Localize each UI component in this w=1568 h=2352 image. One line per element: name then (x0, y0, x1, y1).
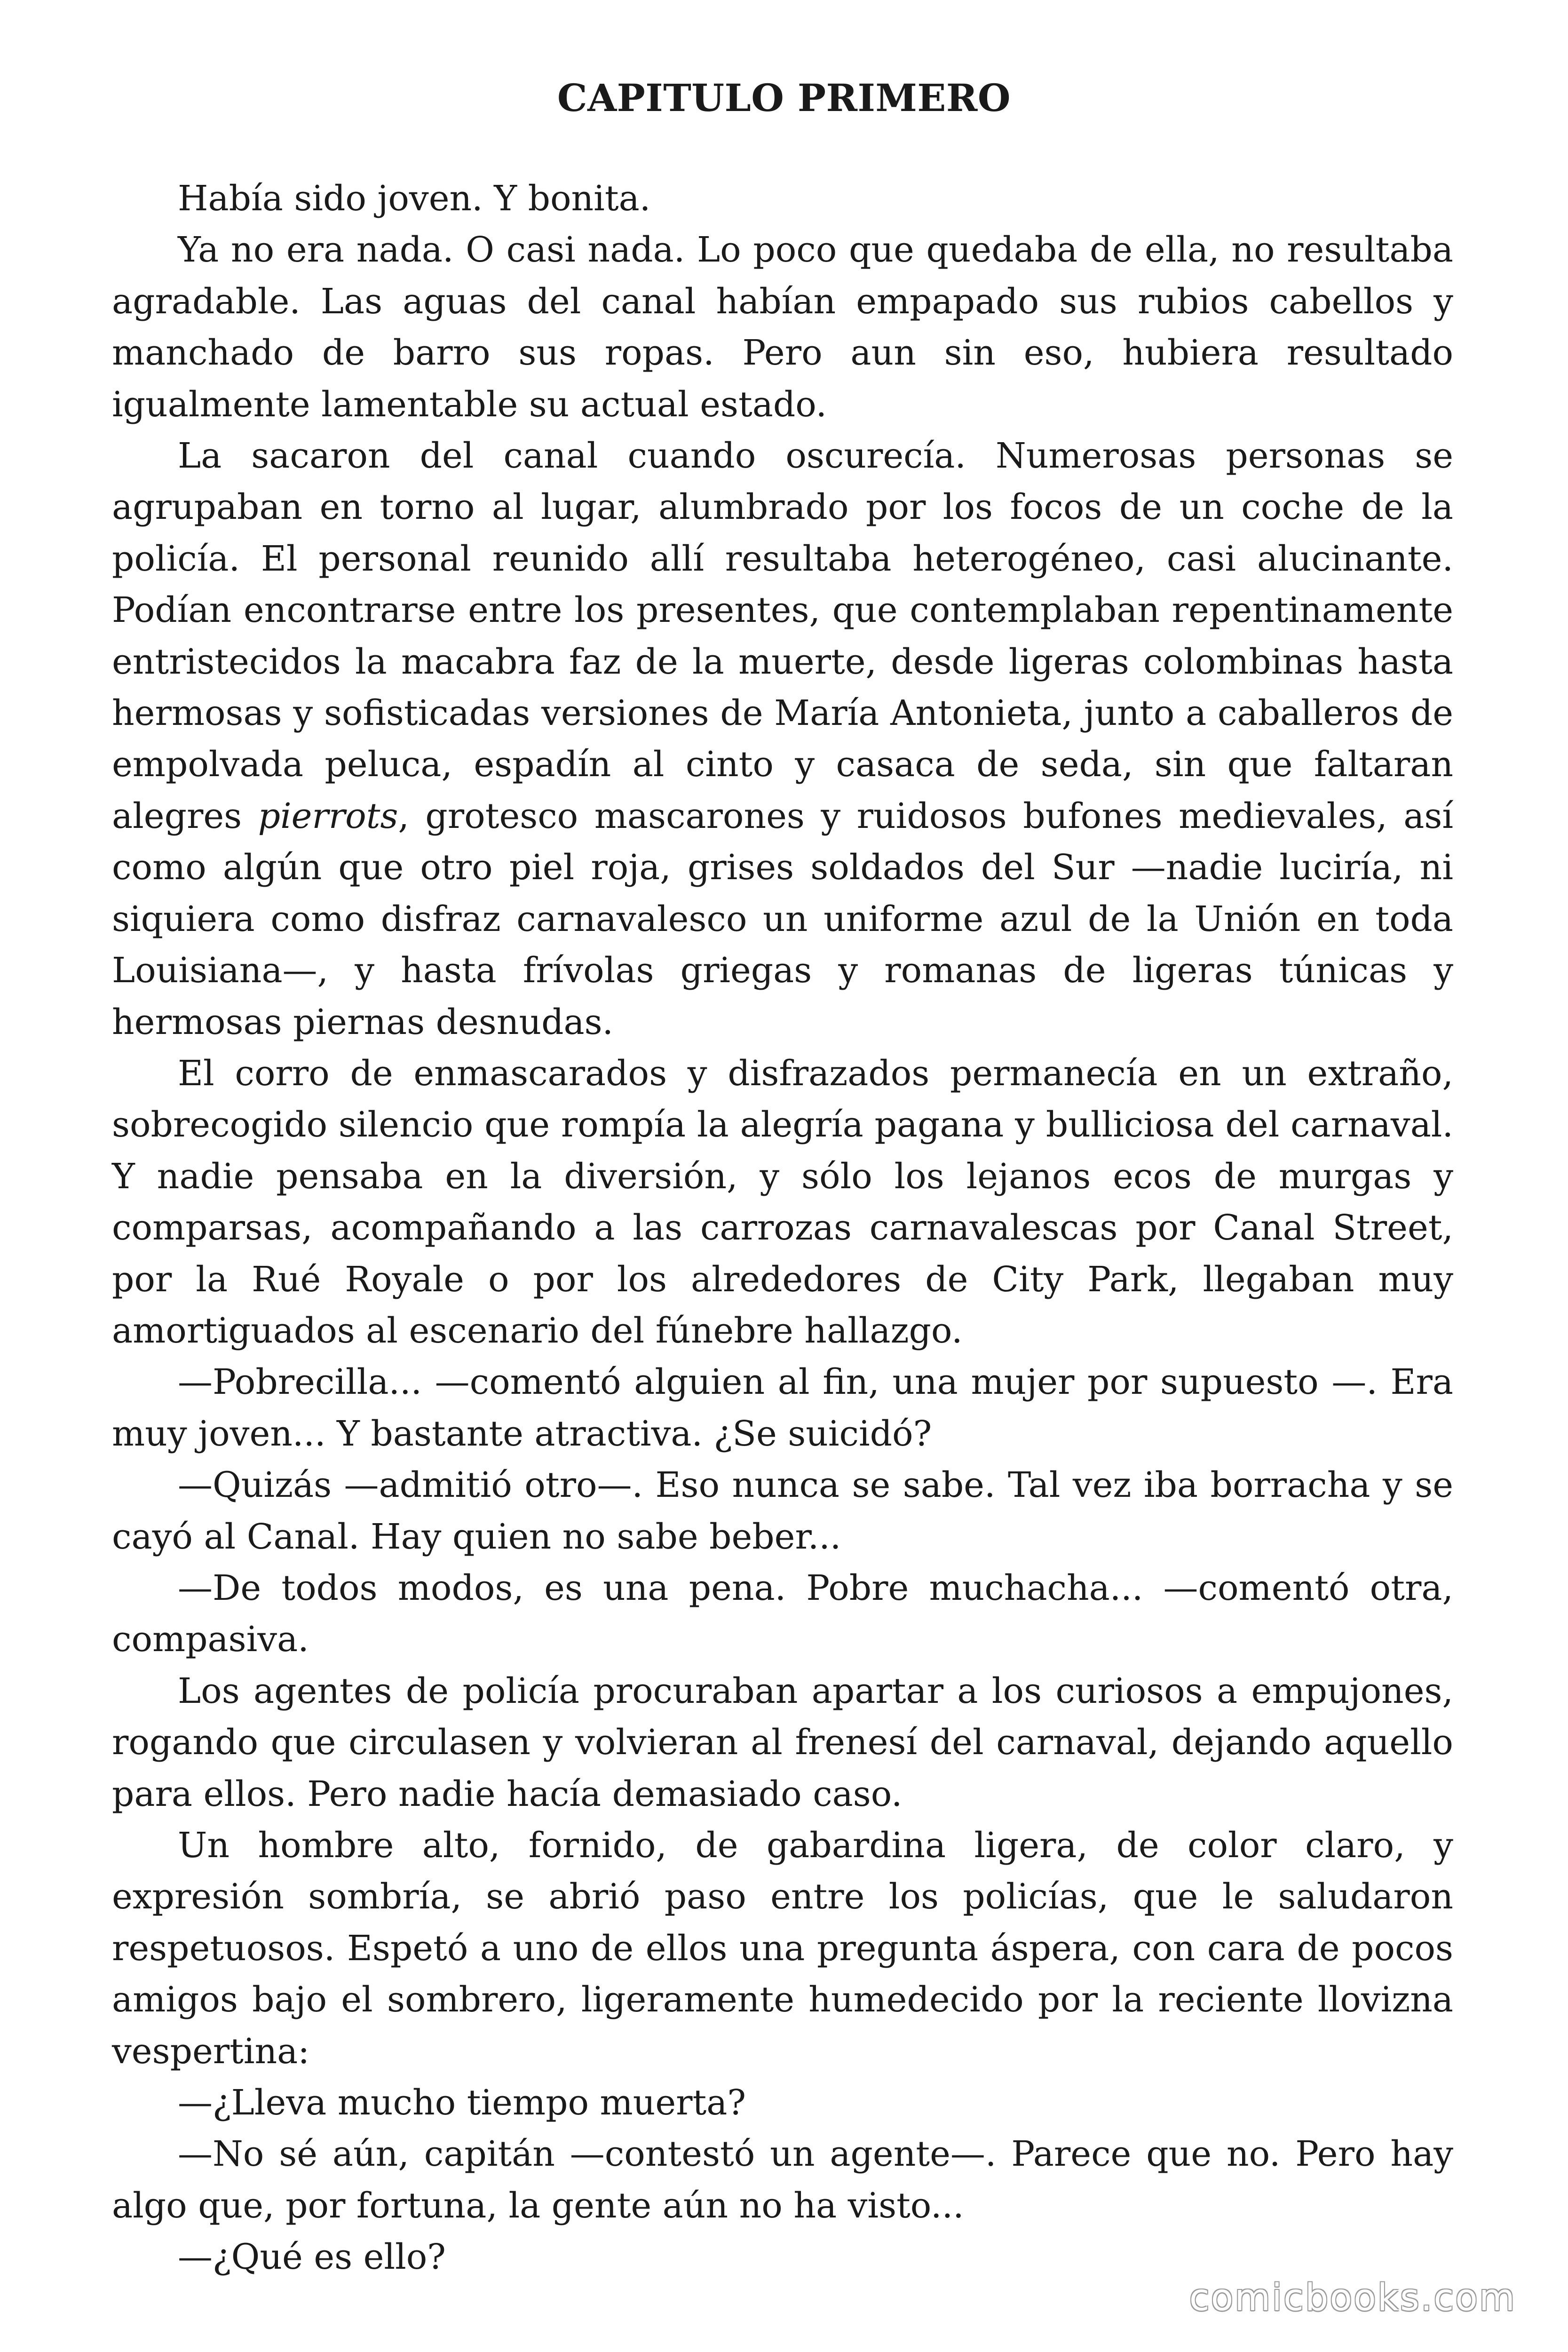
dialogue-paragraph: —¿Qué es ello? (178, 2237, 446, 2278)
body-text (112, 173, 1453, 2283)
dialogue-paragraph: —No sé aún, capitán —contestó un agente—. Parece que no. Pero hay algo que, por fortuna, la gente aún no ha visto... (112, 2134, 1453, 2226)
paragraph: Había sido joven. Y bonita. (178, 178, 651, 219)
paragraph: Un hombre alto, fornido, de gabardina ligera, de color claro, y expresión sombría, se abrió paso entre los policías, que le saludaron respetuosos. Espetó a uno de ellos una pregunta áspera, con cara de pocos amigos bajo el sombrero, ligeramente humedecido por la reciente llovizna vespertina: (112, 1825, 1453, 2072)
dialogue-paragraph: —Pobrecilla... —comentó alguien al fin, una mujer por supuesto —. Era muy joven... Y bastante atractiva. ¿Se suicidó? (112, 1362, 1453, 1454)
paragraph: Ya no era nada. O casi nada. Lo poco que quedaba de ella, no resultaba agradable. Las aguas del canal habían empapado sus rubios cabellos y manchado de barro sus ropas. Pero aun sin eso, hubiera resultado igualmente lamentable su actual estado. (112, 230, 1453, 425)
paragraph-text: La sacaron del canal cuando oscurecía. Numerosas personas se agrupaban en torno al lugar, alumbrado por los focos de un coche de la policía. El personal reunido allí resultaba heterogéneo, casi alucinante. Podían encontrarse entre los presentes, que contemplaban repentinamente entristecidos la macabra faz de la muerte, desde ligeras colombinas hasta hermosas y sofisticadas versiones de María Antonieta, junto a caballeros de empolvada peluca, espadín al cinto y casaca de seda, sin que faltaran alegres (112, 436, 1453, 836)
chapter-title: CAPITULO PRIMERO (557, 76, 1011, 120)
dialogue-paragraph: —¿Lleva mucho tiempo muerta? (178, 2082, 746, 2123)
watermark: comicbooks.com (1189, 2277, 1516, 2319)
paragraph: El corro de enmascarados y disfrazados permanecía en un extraño, sobrecogido silencio que rompía la alegría pagana y bulliciosa del carnaval. Y nadie pensaba en la diversión, y sólo los lejanos ecos de murgas y comparsas, acompañando a las carrozas carnavalescas por Canal Street, por la Rué Royale o por los alrededores de City Park, llegaban muy amortiguados al escenario del fúnebre hallazgo. (112, 1053, 1453, 1351)
italic-term: pierrots (258, 795, 398, 836)
paragraph-text: , grotesco mascarones y ruidosos bufones medievales, así como algún que otro piel roja, grises soldados del Sur —nadie luciría, ni siquiera como disfraz carnavalesco un uniforme azul de la Unión en toda Louisiana—, y hasta frívolas griegas y romanas de ligeras túnicas y hermosas piernas desnudas. (112, 795, 1454, 1042)
paragraph (112, 430, 1453, 1048)
dialogue-paragraph: —De todos modos, es una pena. Pobre muchacha... —comentó otra, compasiva. (112, 1567, 1453, 1660)
dialogue-paragraph: —Quizás —admitió otro—. Eso nunca se sabe. Tal vez iba borracha y se cayó al Canal. Hay quien no sabe beber... (112, 1465, 1453, 1557)
paragraph: Los agentes de policía procuraban apartar a los curiosos a empujones, rogando que circulasen y volvieran al frenesí del carnaval, dejando aquello para ellos. Pero nadie hacía demasiado caso. (112, 1670, 1453, 1814)
